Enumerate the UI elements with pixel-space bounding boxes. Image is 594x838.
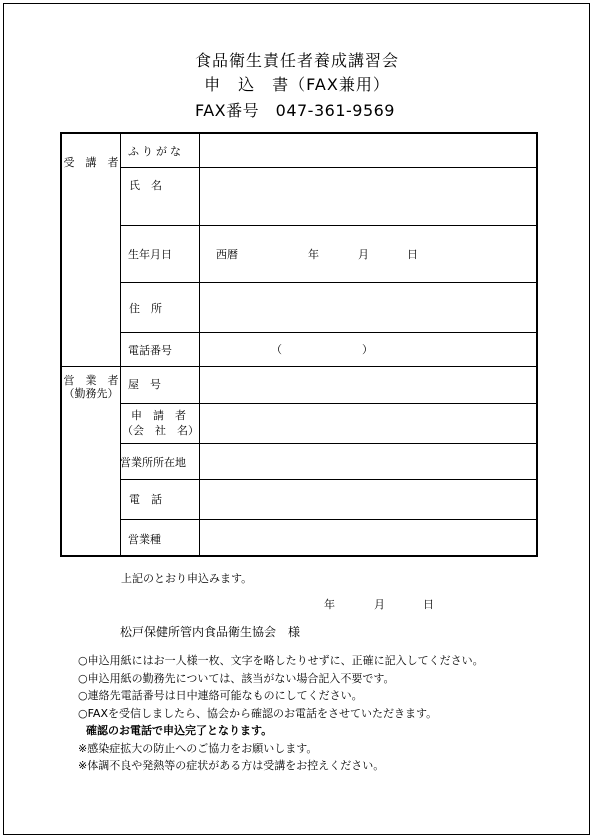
form-subtitle: 申 込 書（FAX兼用） bbox=[204, 75, 390, 94]
business-location-field[interactable] bbox=[201, 444, 536, 479]
name-label: 氏 名 bbox=[129, 179, 162, 192]
name-field[interactable] bbox=[201, 168, 536, 225]
row-line-address bbox=[120, 332, 536, 333]
addressee: 松戸保健所管内食品衛生協会 様 bbox=[120, 625, 301, 639]
telephone-label: 電 話 bbox=[129, 493, 162, 506]
birth-month-unit: 月 bbox=[358, 248, 369, 261]
applicant-field[interactable] bbox=[201, 404, 536, 443]
birth-year-unit: 年 bbox=[308, 248, 319, 261]
note-item: ○申込用紙にはお一人様一枚、文字を略したりせずに、正確に記入してください。 bbox=[78, 654, 484, 667]
date-month-unit: 月 bbox=[374, 598, 385, 611]
instructions-list bbox=[78, 652, 484, 775]
note-item: ○FAXを受信しましたら、協会から確認のお電話をさせていただきます。 bbox=[78, 706, 438, 720]
trade-name-field[interactable] bbox=[201, 367, 536, 403]
column-divider-2 bbox=[199, 134, 200, 555]
phone-paren-open: （ bbox=[271, 343, 282, 356]
birthdate-label: 生年月日 bbox=[128, 248, 172, 261]
address-field[interactable] bbox=[201, 283, 536, 332]
business-type-field[interactable] bbox=[201, 520, 536, 555]
form-title: 食品衛生責任者養成講習会 bbox=[194, 51, 399, 70]
fax-number: FAX番号 047-361-9569 bbox=[195, 101, 395, 120]
trade-name-label: 屋 号 bbox=[128, 378, 161, 391]
row-line-name bbox=[120, 225, 536, 226]
address-label: 住 所 bbox=[129, 302, 162, 315]
column-divider-1 bbox=[120, 134, 121, 555]
date-year-unit: 年 bbox=[324, 598, 335, 611]
section-business-label: 営 業 者 bbox=[63, 374, 119, 387]
business-type-label: 営業種 bbox=[128, 533, 161, 546]
date-day-unit: 日 bbox=[423, 598, 434, 611]
applied-statement: 上記のとおり申込みます。 bbox=[121, 572, 253, 585]
note-item: ※感染症拡大の防止へのご協力をお願いします。 bbox=[78, 741, 318, 755]
phone-number-label: 電話番号 bbox=[128, 344, 172, 357]
section-business-sublabel: （勤務先） bbox=[63, 387, 119, 400]
section-attendee-label: 受 講 者 bbox=[63, 156, 119, 169]
telephone-field[interactable] bbox=[201, 480, 536, 519]
note-item: ○連絡先電話番号は日中連絡可能なものにしてください。 bbox=[78, 689, 363, 702]
application-table bbox=[60, 132, 538, 557]
furigana-label: ふりがな bbox=[128, 145, 184, 158]
business-location-label: 営業所所在地 bbox=[120, 456, 186, 469]
birth-day-unit: 日 bbox=[407, 248, 418, 261]
note-item-emphasis: 確認のお電話で申込完了となります。 bbox=[86, 724, 273, 737]
birth-era: 西暦 bbox=[216, 248, 238, 261]
applicant-label: 申 請 者 bbox=[131, 409, 186, 422]
furigana-field[interactable] bbox=[201, 135, 536, 167]
phone-paren-close: ） bbox=[362, 343, 373, 356]
company-name-label: （会 社 名） bbox=[122, 424, 199, 437]
note-item: ※体調不良や発熱等の症状がある方は受講をお控えください。 bbox=[78, 759, 385, 772]
note-item: ○申込用紙の勤務先については、該当がない場合記入不要です。 bbox=[78, 671, 395, 685]
